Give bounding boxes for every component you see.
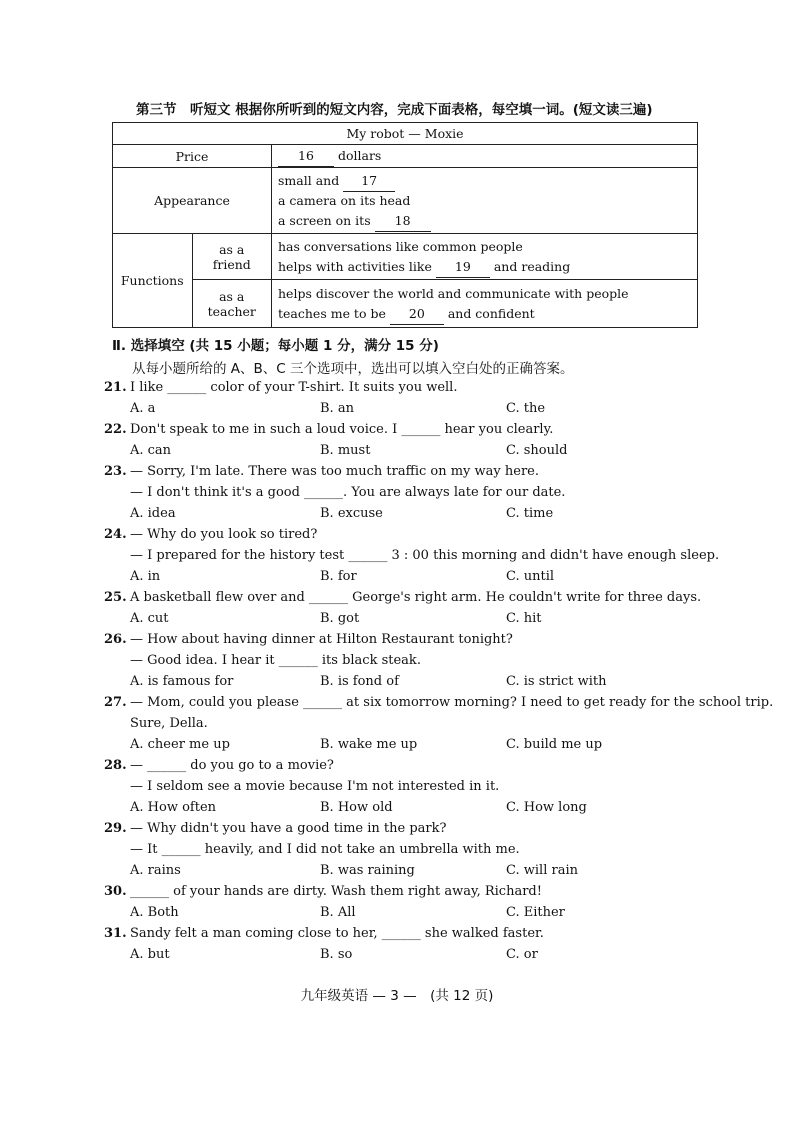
question-options (104, 566, 714, 587)
option-c: C. time (506, 506, 554, 521)
question-options (104, 440, 714, 461)
question-number: 31. (104, 926, 127, 941)
option-a: A. cheer me up (130, 737, 230, 752)
teacher-line2-pre: teaches me to be (278, 305, 386, 321)
friend-label: as a friend (192, 234, 272, 280)
question-options (104, 671, 714, 692)
price-cell (272, 145, 698, 168)
option-a: A. but (130, 947, 170, 962)
option-c: C. will rain (506, 863, 578, 878)
question-stem (104, 461, 714, 482)
question-stem (104, 524, 714, 545)
option-a: A. Both (130, 905, 179, 920)
question-stem (104, 923, 714, 944)
question-stem (104, 881, 714, 902)
question-stem (104, 818, 714, 839)
functions-label: Functions (113, 234, 193, 328)
blank-19: 19 (436, 257, 490, 278)
table-header: My robot — Moxie (113, 123, 698, 145)
question-item (104, 755, 714, 818)
question-number: 29. (104, 821, 127, 836)
option-a: A. is famous for (130, 674, 234, 689)
friend-line2-pre: helps with activities like (278, 258, 432, 274)
part2-instruction: 从每小题所给的 A、B、C 三个选项中，选出可以填入空白处的正确答案。 (132, 361, 574, 377)
question-list (104, 377, 774, 965)
question-number: 22. (104, 422, 127, 437)
question-stem (104, 377, 714, 398)
option-b: B. excuse (320, 506, 383, 521)
question-item (104, 881, 714, 923)
option-b: B. is fond of (320, 674, 399, 689)
question-item (104, 377, 714, 419)
question-item (104, 461, 714, 524)
question-number: 26. (104, 632, 127, 647)
question-number: 28. (104, 758, 127, 773)
question-subline: — I prepared for the history test ______ 3 : 00 this morning and didn't have enough sleep. (130, 548, 720, 563)
option-a: A. can (130, 443, 172, 458)
option-b: B. for (320, 569, 357, 584)
option-c: C. build me up (506, 737, 603, 752)
question-number: 21. (104, 380, 127, 395)
friend-line2-post: and reading (493, 258, 571, 274)
question-options (104, 608, 714, 629)
question-stem (104, 755, 714, 776)
question-number: 24. (104, 527, 127, 542)
question-options (104, 797, 714, 818)
blank-18: 18 (375, 211, 431, 232)
option-a: A. a (130, 401, 156, 416)
question-number: 25. (104, 590, 127, 605)
section3-title: 第三节 听短文 根据你所听到的短文内容，完成下面表格，每空填一词。(短文读三遍) (136, 102, 653, 118)
question-stem (104, 419, 714, 440)
question-item (104, 923, 714, 965)
question-text: — How about having dinner at Hilton Restaurant tonight? (130, 632, 513, 647)
question-text: ______ of your hands are dirty. Wash them right away, Richard! (130, 884, 542, 899)
question-item (104, 587, 714, 629)
option-b: B. wake me up (320, 737, 418, 752)
appearance-label: Appearance (113, 168, 272, 234)
blank-17: 17 (343, 171, 395, 192)
option-b: B. was raining (320, 863, 415, 878)
friend-cell (272, 234, 698, 280)
question-stem (104, 587, 714, 608)
blank-16: 16 (278, 146, 334, 167)
question-options (104, 503, 714, 524)
option-c: C. should (506, 443, 568, 458)
option-a: A. idea (130, 506, 176, 521)
option-a: A. in (130, 569, 161, 584)
question-item (104, 629, 714, 692)
question-text: — ______ do you go to a movie? (130, 758, 334, 773)
question-subline: Sure, Della. (130, 716, 208, 731)
teacher-line2-post: and confident (447, 305, 535, 321)
question-number: 23. (104, 464, 127, 479)
robot-table (112, 122, 698, 328)
price-unit: dollars (337, 148, 382, 163)
option-c: C. is strict with (506, 674, 607, 689)
question-options (104, 902, 714, 923)
option-c: C. hit (506, 611, 542, 626)
teacher-cell (272, 280, 698, 328)
appearance-line1: small and (278, 172, 340, 188)
question-text: — Sorry, I'm late. There was too much traffic on my way here. (130, 464, 539, 479)
blank-20: 20 (390, 304, 444, 325)
question-text: — Why didn't you have a good time in the park? (130, 821, 447, 836)
option-b: B. How old (320, 800, 393, 815)
appearance-line2: a camera on its head (278, 192, 411, 208)
teacher-label: as a teacher (192, 280, 272, 328)
option-b: B. an (320, 401, 354, 416)
option-c: C. Either (506, 905, 565, 920)
option-a: A. How often (130, 800, 217, 815)
page-footer: 九年级英语 — 3 — (共 12 页) (300, 988, 494, 1004)
option-c: C. the (506, 401, 546, 416)
question-stem (104, 692, 774, 713)
option-c: C. until (506, 569, 555, 584)
friend-line1: has conversations like common people (278, 238, 523, 254)
question-stem (104, 629, 714, 650)
question-number: 27. (104, 695, 127, 710)
question-item (104, 818, 714, 881)
part2-title: Ⅱ. 选择填空 (共 15 小题；每小题 1 分，满分 15 分) (112, 338, 439, 354)
teacher-line1: helps discover the world and communicate with people (278, 285, 629, 301)
question-number: 30. (104, 884, 127, 899)
question-item (104, 524, 720, 587)
question-item (104, 692, 774, 755)
question-text: Don't speak to me in such a loud voice. I ______ hear you clearly. (130, 422, 554, 437)
question-options (104, 860, 714, 881)
question-options (104, 944, 714, 965)
option-b: B. got (320, 611, 360, 626)
question-text: A basketball flew over and ______ George's right arm. He couldn't write for three days. (130, 590, 702, 605)
question-subline: — I don't think it's a good ______. You are always late for our date. (130, 485, 566, 500)
question-subline: — It ______ heavily, and I did not take an umbrella with me. (130, 842, 520, 857)
option-b: B. so (320, 947, 353, 962)
question-text: I like ______ color of your T-shirt. It suits you well. (130, 380, 458, 395)
question-text: — Mom, could you please ______ at six tomorrow morning? I need to get ready for the school trip. (130, 695, 774, 710)
option-b: B. must (320, 443, 371, 458)
question-text: Sandy felt a man coming close to her, ______ she walked faster. (130, 926, 544, 941)
option-c: C. How long (506, 800, 587, 815)
question-text: — Why do you look so tired? (130, 527, 318, 542)
appearance-cell (272, 168, 698, 234)
question-item (104, 419, 714, 461)
appearance-line3: a screen on its (278, 212, 371, 228)
question-subline: — I seldom see a movie because I'm not interested in it. (130, 779, 500, 794)
option-c: C. or (506, 947, 538, 962)
question-options (104, 734, 714, 755)
question-subline: — Good idea. I hear it ______ its black steak. (130, 653, 421, 668)
price-label: Price (113, 145, 272, 168)
option-b: B. All (320, 905, 356, 920)
option-a: A. rains (130, 863, 181, 878)
question-options (104, 398, 714, 419)
option-a: A. cut (130, 611, 169, 626)
